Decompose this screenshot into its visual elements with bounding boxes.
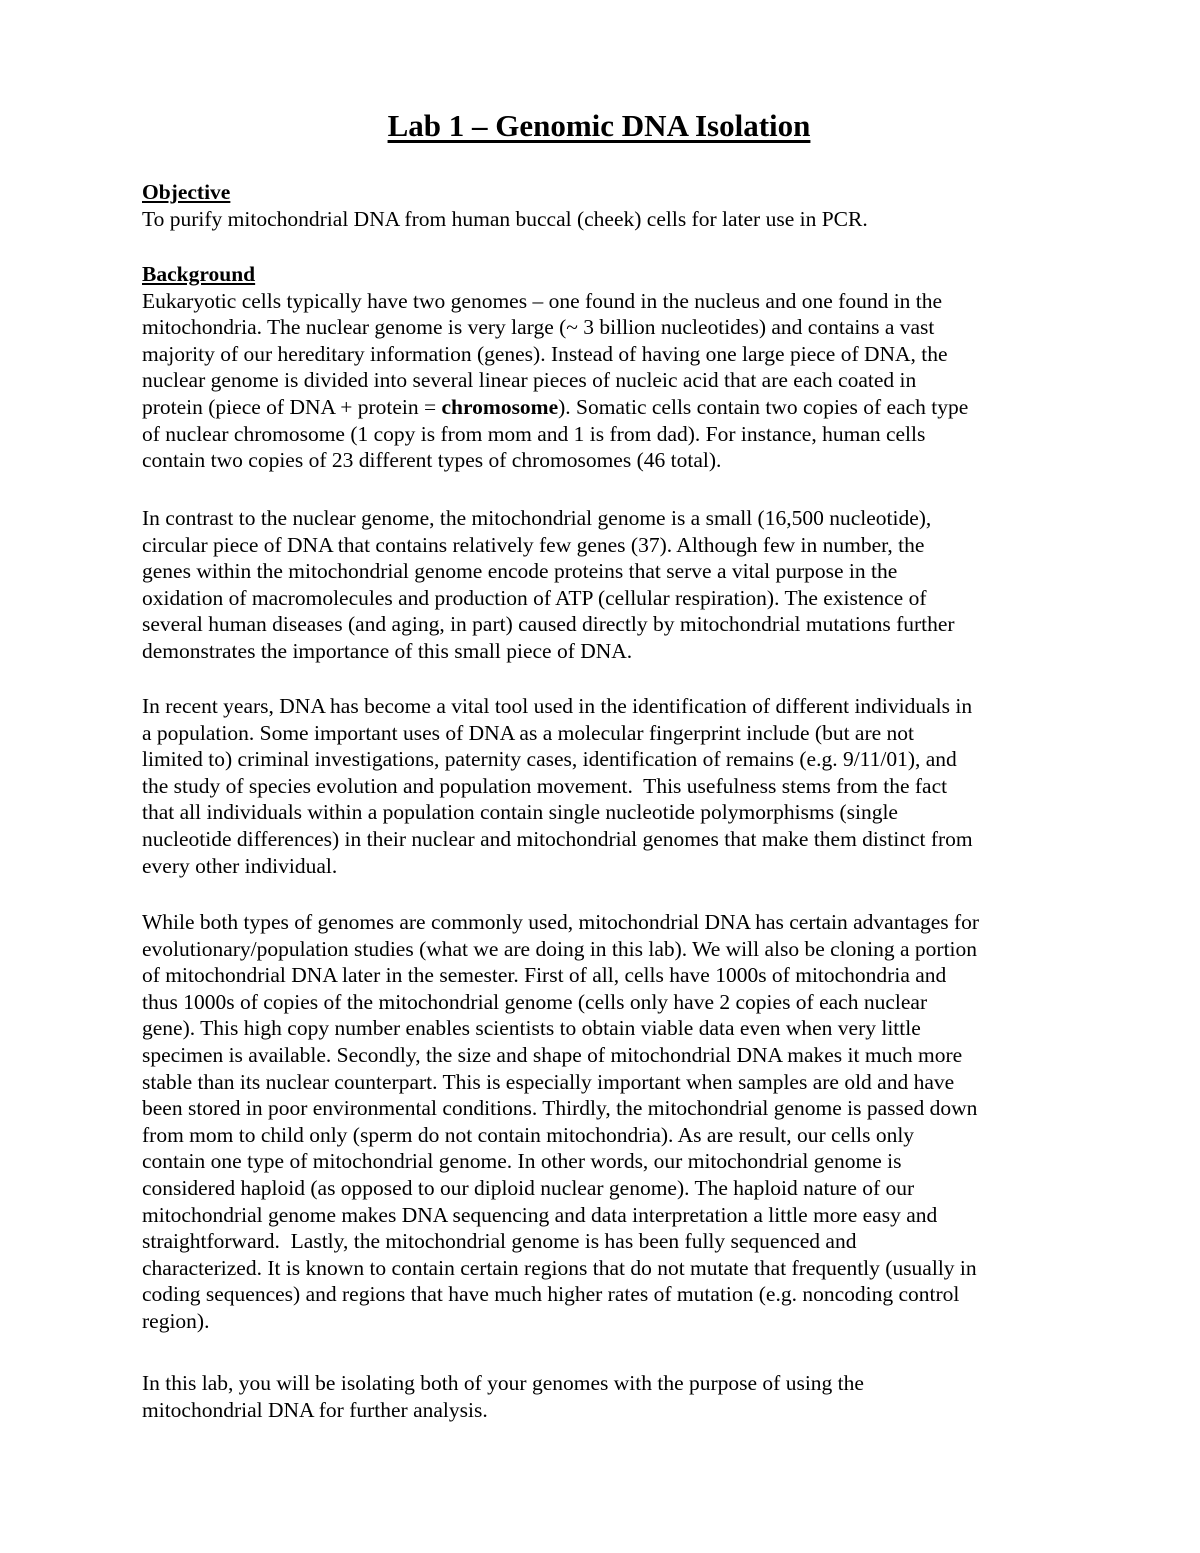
text-line: In this lab, you will be isolating both of your genomes with the purpose of using the (142, 1371, 864, 1395)
text-line: gene). This high copy number enables scientists to obtain viable data even when very little (142, 1016, 921, 1041)
background-paragraph-5-block (142, 1370, 1072, 1423)
text-line: oxidation of macromolecules and production of ATP (cellular respiration). The existence of (142, 585, 927, 610)
text-line: region). (142, 1308, 210, 1333)
background-section (142, 261, 1072, 474)
text-line: that all individuals within a population contain single nucleotide polymorphisms (single (142, 800, 898, 825)
text-line: mitochondrial genome makes DNA sequencing and data interpretation a little more easy and (142, 1202, 938, 1227)
text-line: Eukaryotic cells typically have two genomes – one found in the nucleus and one found in the (142, 288, 943, 313)
text-line: characterized. It is known to contain certain regions that do not mutate that frequently (usually in (142, 1255, 977, 1280)
text-fragment: protein (piece of DNA + protein = (142, 394, 442, 419)
text-line: mitochondria. The nuclear genome is very large (~ 3 billion nucleotides) and contains a vast (142, 315, 935, 340)
text-line: contain one type of mitochondrial genome. In other words, our mitochondrial genome is (142, 1149, 902, 1174)
text-line: every other individual. (142, 853, 338, 878)
text-line: demonstrates the importance of this small piece of DNA. (142, 638, 633, 663)
background-paragraph-5 (142, 1370, 1072, 1423)
background-paragraph-3-block (142, 693, 1072, 879)
text-line: majority of our hereditary information (genes). Instead of having one large piece of DNA, the (142, 341, 948, 366)
objective-heading: Objective (142, 180, 231, 204)
text-line: a population. Some important uses of DNA as a molecular fingerprint include (but are not (142, 720, 915, 745)
text-line: nuclear genome is divided into several linear pieces of nucleic acid that are each coated in (142, 368, 917, 393)
text-line: of mitochondrial DNA later in the semester. First of all, cells have 1000s of mitochondria and (142, 963, 947, 988)
text-line: evolutionary/population studies (what we are doing in this lab). We will also be cloning a portion (142, 936, 978, 961)
text-line: In recent years, DNA has become a vital tool used in the identification of different individuals in (142, 694, 973, 718)
chromosome-term: chromosome (441, 394, 559, 419)
background-paragraph-4 (142, 909, 1072, 1335)
text-line: from mom to child only (sperm do not contain mitochondria). As are result, our cells only (142, 1122, 915, 1147)
background-paragraph-3 (142, 693, 1072, 879)
background-paragraph-2 (142, 505, 1072, 665)
text-line: mitochondrial DNA for further analysis. (142, 1397, 488, 1422)
text-line: been stored in poor environmental conditions. Thirdly, the mitochondrial genome is passed down (142, 1096, 978, 1121)
background-paragraph-1 (142, 288, 1072, 474)
text-line: contain two copies of 23 different types of chromosomes (46 total). (142, 448, 722, 473)
text-line: circular piece of DNA that contains relatively few genes (37). Although few in number, the (142, 532, 925, 557)
text-line: several human diseases (and aging, in part) caused directly by mitochondrial mutations further (142, 612, 955, 637)
text-line: specimen is available. Secondly, the size and shape of mitochondrial DNA makes it much more (142, 1042, 963, 1067)
objective-section (142, 179, 1072, 232)
text-line: coding sequences) and regions that have much higher rates of mutation (e.g. noncoding control (142, 1282, 960, 1307)
objective-text: To purify mitochondrial DNA from human buccal (cheek) cells for later use in PCR. (142, 206, 868, 231)
text-line: straightforward. Lastly, the mitochondrial genome is has been fully sequenced and (142, 1229, 857, 1254)
background-heading: Background (142, 262, 256, 286)
text-line: limited to) criminal investigations, paternity cases, identification of remains (e.g. 9/11/01), and (142, 747, 957, 772)
text-line: genes within the mitochondrial genome encode proteins that serve a vital purpose in the (142, 559, 898, 584)
text-line: nucleotide differences) in their nuclear and mitochondrial genomes that make them distinct from (142, 826, 973, 851)
text-line: thus 1000s of copies of the mitochondrial genome (cells only have 2 copies of each nuclear (142, 989, 928, 1014)
text-line: In contrast to the nuclear genome, the mitochondrial genome is a small (16,500 nucleotide), (142, 506, 932, 530)
text-line: of nuclear chromosome (1 copy is from mom and 1 is from dad). For instance, human cells (142, 421, 926, 446)
page-title: Lab 1 – Genomic DNA Isolation (387, 108, 811, 143)
text-line: considered haploid (as opposed to our diploid nuclear genome). The haploid nature of our (142, 1175, 915, 1200)
text-line: While both types of genomes are commonly used, mitochondrial DNA has certain advantages for (142, 910, 980, 934)
text-line: the study of species evolution and population movement. This usefulness stems from the fact (142, 773, 948, 798)
text-line: stable than its nuclear counterpart. This is especially important when samples are old and have (142, 1069, 955, 1094)
background-paragraph-4-block (142, 909, 1072, 1335)
text-line (142, 394, 1072, 421)
text-fragment: ). Somatic cells contain two copies of each type (558, 394, 969, 419)
background-paragraph-2-block (142, 505, 1072, 665)
